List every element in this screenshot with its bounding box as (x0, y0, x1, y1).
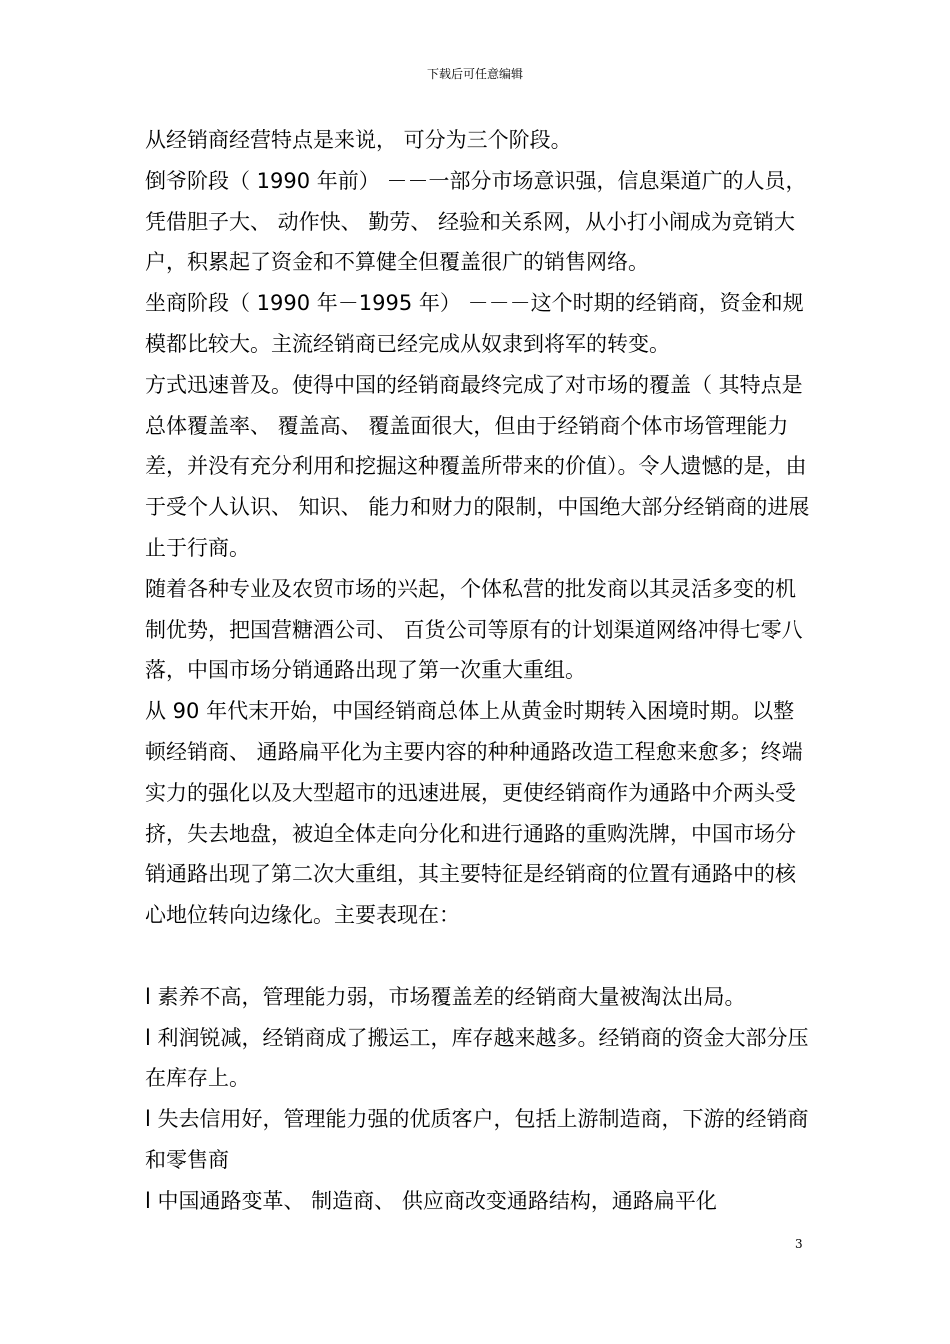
paragraph-coverage: 方式迅速普及。使得中国的经销商最终完成了对市场的覆盖（ 其特点是总体覆盖率、 覆盖高、 覆盖面很大，但由于经销商个体市场管理能力差，并没有充分利用和挖掘这种覆盖所带来的价值）。令人遗憾的是，由于受个人认识、 知识、 能力和财力的限制，中国绝大部分经销商的进展止于行商。 (145, 372, 810, 560)
paragraph-stages-intro: 从经销商经营特点是来说， 可分为三个阶段。 (145, 128, 572, 152)
document-body (145, 120, 813, 1222)
list-item: l 利润锐减，经销商成了搬运工，库存越来越多。经销商的资金大部分压在库存上。 (145, 1025, 809, 1091)
page-number: 3 (795, 1237, 803, 1251)
blank-line (145, 936, 813, 977)
paragraph-daoye-stage: 倒爷阶段（ 1990 年前） －－一部分市场意识强，信息渠道广的人员，凭借胆子大、 动作快、 勤劳、 经验和关系网，从小打小闹成为竞销大户，积累起了资金和不算健全但覆盖很广的销售网络。 (145, 168, 807, 275)
list-item: l 中国通路变革、 制造商、 供应商改变通路结构，通路扁平化 (145, 1188, 717, 1213)
paragraph-first-restructure: 随着各种专业及农贸市场的兴起，个体私营的批发商以其灵活多变的机制优势，把国营糖酒公司、 百货公司等原有的计划渠道网络冲得七零八落，中国市场分销通路出现了第一次重大重组。 (145, 576, 803, 683)
list-item: l 失去信用好，管理能力强的优质客户，包括上游制造商，下游的经销商和零售商 (145, 1107, 809, 1172)
paragraph-zuoshang-stage: 坐商阶段（ 1990 年－1995 年） －－－这个时期的经销商，资金和规模都比较大。主流经销商已经完成从奴隶到将军的转变。 (145, 291, 804, 356)
list-item: l 素养不高，管理能力弱，市场覆盖差的经销商大量被淘汰出局。 (145, 984, 746, 1009)
page-header: 下载后可任意编辑 (426, 67, 523, 81)
paragraph-second-restructure: 从 90 年代末开始，中国经销商总体上从黄金时期转入困境时期。以整顿经销商、 通路扁平化为主要内容的种种通路改造工程愈来愈多；终端实力的强化以及大型超市的迅速进展，更使经销商作为通路中介两头受挤，失去地盘，被迫全体走向分化和进行通路的重购洗牌，中国市场分销通路出现了第二次大重组，其主要特征是经销商的位置有通路中的核心地位转向边缘化。主要表现在： (145, 699, 803, 928)
